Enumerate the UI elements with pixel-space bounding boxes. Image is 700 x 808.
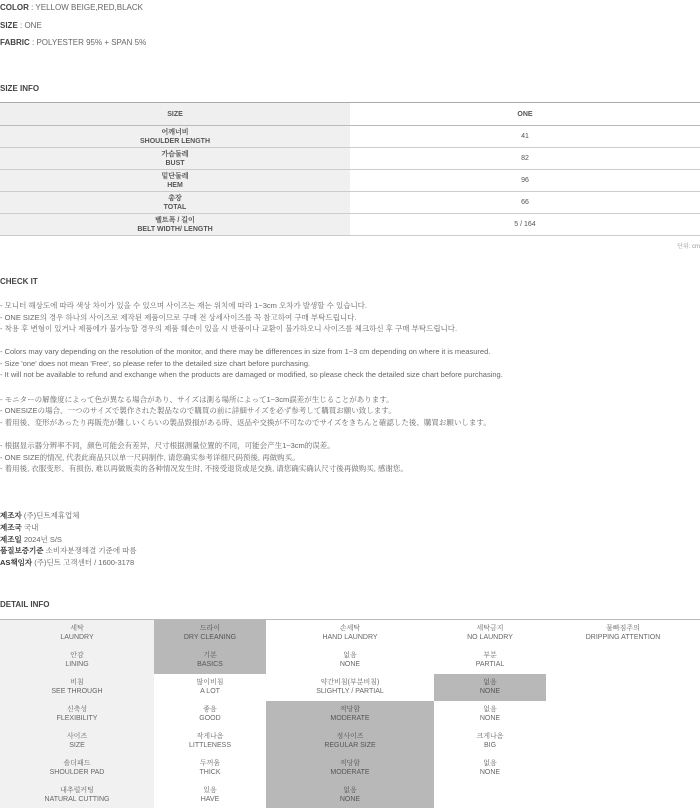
detail-option-selected [266, 755, 434, 782]
detail-cell-kr: 작게나옴 [196, 733, 224, 740]
detail-option [154, 755, 266, 782]
detail-option [266, 647, 434, 674]
fabric-spec [0, 38, 146, 47]
detail-cell-kr: 기본 [203, 652, 217, 659]
size-row-kr: 벨트폭 / 길이 [155, 216, 195, 224]
maker-value: 2024년 S/S [21, 535, 62, 544]
detail-row [0, 674, 700, 701]
detail-option-selected [266, 701, 434, 728]
size-row-label [0, 170, 350, 192]
maker-value: 국내 [21, 523, 39, 532]
detail-cell-kr: 부분 [483, 652, 497, 659]
detail-option [546, 755, 700, 782]
detail-category-cell [0, 728, 154, 755]
detail-option [154, 782, 266, 808]
detail-cell-kr: 좋음 [203, 706, 217, 713]
detail-cell-en: HAVE [200, 796, 220, 803]
check-line-en: - It will not be available to refund and exchange when the products are damaged or modified, so please check the detailed size chart before purchasing. [0, 370, 503, 379]
size-row-label [0, 126, 350, 148]
detail-row [0, 620, 700, 647]
detail-category-cell [0, 620, 154, 647]
detail-option [266, 674, 434, 701]
maker-label: 품질보증기준 [0, 546, 44, 555]
size-row-value: 41 [350, 126, 700, 148]
detail-option-selected [154, 647, 266, 674]
maker-line [0, 522, 38, 533]
check-line-cn: - 根据显示器分辨率不同，颜色可能会有差异，尺寸根据测量位置的不同，可能会产生1~3cm的误差。 [0, 441, 335, 450]
detail-option [546, 620, 700, 647]
detail-cell-kr: 많이비침 [196, 679, 224, 686]
detail-category-cell [0, 782, 154, 808]
detail-cell-kr: 없음 [483, 679, 497, 686]
size-row-value: 96 [350, 170, 700, 192]
color-label: COLOR [0, 3, 29, 12]
size-row-value: 82 [350, 148, 700, 170]
detail-option [434, 620, 546, 647]
detail-cell-en: DRY CLEANING [183, 634, 237, 641]
detail-cell-en: SEE THROUGH [51, 688, 103, 695]
check-line-jp: - 着用後、変形があったり再販売が難しいくらいの製品毀損がある時、返品や交換が不可なのでサイズをきちんと確認した後、購買お願いします。 [0, 418, 491, 427]
check-line-kr: - 모니터 해상도에 따라 색상 차이가 있을 수 있으며 사이즈는 재는 위치에 따라 1~3cm 오차가 발생할 수 있습니다. [0, 301, 368, 310]
detail-cell-kr: 없음 [343, 787, 357, 794]
detail-cell-kr: 사이즈 [66, 733, 88, 740]
size-value: : ONE [17, 21, 42, 30]
detail-cell-en: SLIGHTLY / PARTIAL [316, 688, 384, 695]
detail-cell-kr: 비침 [70, 679, 84, 686]
detail-option [434, 782, 546, 808]
detail-cell-en: GOOD [199, 715, 221, 722]
size-row-kr: 어깨너비 [161, 128, 189, 136]
detail-row [0, 782, 700, 808]
detail-cell-en: SHOULDER PAD [49, 769, 105, 776]
detail-cell-kr: 숄더패드 [63, 760, 91, 767]
detail-cell-en: LAUNDRY [60, 634, 94, 641]
size-row-en: BELT WIDTH/ LENGTH [137, 225, 213, 233]
check-line-kr: - ONE SIZE의 경우 하나의 사이즈로 제작된 제품이므로 구매 전 상세사이즈를 꼭 참고하여 구매 부탁드립니다. [0, 313, 357, 322]
detail-cell-kr: 신축성 [66, 706, 88, 713]
size-spec [0, 21, 42, 30]
detail-info-title: DETAIL INFO [0, 600, 50, 609]
detail-cell-en: NONE [339, 796, 361, 803]
detail-cell-en: NONE [479, 769, 501, 776]
detail-option-selected [154, 620, 266, 647]
maker-label: 제조국 [0, 523, 22, 532]
maker-line [0, 545, 137, 556]
detail-category-cell [0, 647, 154, 674]
maker-value: (주)딘트 고객센터 / 1600-3178 [32, 558, 135, 567]
detail-cell-en: PARTIAL [475, 661, 505, 668]
maker-label: AS책임자 [0, 558, 33, 567]
size-info-title: SIZE INFO [0, 84, 40, 93]
detail-cell-en: SIZE [69, 742, 85, 749]
maker-value: (주)딘트제휴업체 [21, 511, 80, 520]
detail-cell-kr: 크게나옴 [476, 733, 504, 740]
detail-category-cell [0, 674, 154, 701]
detail-cell-en: NONE [479, 688, 501, 695]
size-row-label [0, 192, 350, 214]
detail-option-selected [434, 674, 546, 701]
detail-cell-kr: 적당함 [339, 706, 361, 713]
size-row-kr: 총장 [168, 194, 182, 202]
maker-line [0, 510, 80, 521]
detail-cell-en: NO LAUNDRY [467, 634, 513, 641]
detail-row [0, 647, 700, 674]
size-row-label [0, 214, 350, 236]
check-line-en: - Colors may vary depending on the resolution of the monitor, and there may be differences in size from 1~3 cm depending on where it is measured. [0, 347, 491, 356]
check-line-en: - Size 'one' does not mean 'Free', so please refer to the detailed size chart before purchasing. [0, 359, 311, 368]
table-row [0, 192, 700, 214]
color-spec [0, 3, 143, 12]
detail-cell-en: FLEXIBILITY [56, 715, 98, 722]
detail-cell-kr: 정사이즈 [336, 733, 364, 740]
maker-line [0, 534, 62, 545]
detail-cell-kr: 적당함 [339, 760, 361, 767]
detail-cell-en: NATURAL CUTTING [44, 796, 110, 803]
check-line-cn: - 着用後, 衣服变形、有损伤, 难以再做贩卖的各种情况发生时, 不接受退货或是交换, 请您确实确认尺寸後再做购买, 感谢您。 [0, 464, 408, 473]
detail-option-selected [266, 782, 434, 808]
detail-cell-kr: 물빠짐주의 [606, 625, 640, 632]
detail-category-cell [0, 755, 154, 782]
detail-option [154, 728, 266, 755]
detail-cell-en: LINING [65, 661, 89, 668]
detail-option [546, 647, 700, 674]
size-header-one: ONE [350, 103, 700, 126]
check-line-cn: - ONE SIZE的情况, 代表此商品只以单一尺码制作, 请您确实参考详细尺码预後, 再做购买。 [0, 453, 300, 462]
detail-cell-en: NONE [339, 661, 361, 668]
detail-option [434, 701, 546, 728]
detail-cell-kr: 없음 [343, 652, 357, 659]
unit-note: 단위: cm [677, 244, 700, 250]
detail-cell-kr: 안감 [70, 652, 84, 659]
detail-cell-kr: 없음 [483, 706, 497, 713]
detail-option [434, 755, 546, 782]
detail-cell-en: BIG [483, 742, 497, 749]
maker-label: 제조자 [0, 511, 22, 520]
size-label: SIZE [0, 21, 18, 30]
table-row [0, 126, 700, 148]
detail-cell-en: REGULAR SIZE [324, 742, 376, 749]
size-row-kr: 가슴둘레 [161, 150, 189, 158]
maker-line [0, 557, 134, 568]
detail-cell-kr: 세탁금지 [476, 625, 504, 632]
maker-label: 제조일 [0, 535, 22, 544]
detail-cell-en: THICK [199, 769, 221, 776]
detail-option [546, 782, 700, 808]
detail-option [154, 674, 266, 701]
detail-cell-kr: 내추럴커팅 [60, 787, 94, 794]
detail-cell-en: A LOT [200, 688, 220, 695]
detail-row [0, 755, 700, 782]
check-line-jp: - モニターの解像度によって色が異なる場合があり、サイズは測る場所によって1~3cm誤差が生じることがあります。 [0, 395, 394, 404]
size-row-value: 66 [350, 192, 700, 214]
detail-cell-en: MODERATE [330, 715, 370, 722]
detail-cell-en: BASICS [197, 661, 223, 668]
size-row-en: SHOULDER LENGTH [140, 137, 210, 145]
detail-option-selected [266, 728, 434, 755]
detail-option [434, 647, 546, 674]
size-row-en: TOTAL [163, 203, 187, 211]
detail-cell-en: HAND LAUNDRY [322, 634, 378, 641]
detail-row [0, 728, 700, 755]
size-header-label: SIZE [0, 103, 350, 126]
check-it-title: CHECK IT [0, 277, 38, 286]
detail-option [266, 620, 434, 647]
size-row-kr: 밑단둘레 [161, 172, 189, 180]
fabric-label: FABRIC [0, 38, 30, 47]
detail-cell-kr: 손세탁 [339, 625, 361, 632]
detail-grid [0, 619, 700, 808]
detail-cell-en: DRIPPING ATTENTION [585, 634, 661, 641]
table-row [0, 214, 700, 236]
detail-cell-kr: 두꺼움 [199, 760, 221, 767]
detail-option [546, 674, 700, 701]
detail-cell-en: LITTLENESS [188, 742, 231, 749]
detail-cell-kr: 약간비침(부분비침) [320, 679, 380, 686]
detail-category-cell [0, 701, 154, 728]
size-table [0, 102, 700, 236]
detail-option [434, 728, 546, 755]
detail-cell-kr: 있음 [203, 787, 217, 794]
size-row-label [0, 148, 350, 170]
detail-option [154, 701, 266, 728]
detail-cell-kr: 없음 [483, 760, 497, 767]
detail-cell-en: NONE [479, 715, 501, 722]
size-table-header [0, 103, 700, 126]
size-row-en: BUST [165, 159, 185, 167]
fabric-value: : POLYESTER 95% + SPAN 5% [29, 38, 147, 47]
color-value: : YELLOW BEIGE,RED,BLACK [28, 3, 144, 12]
detail-option [546, 701, 700, 728]
detail-cell-kr: 세탁 [70, 625, 84, 632]
check-line-kr: - 착용 후 변형이 있거나 제품에가 불가능할 경우의 제품 훼손이 있을 시 반품이나 교환이 불가하오니 사이즈를 체크하신 후 구매 부탁드립니다. [0, 324, 458, 333]
detail-cell-kr: 드라이 [199, 625, 221, 632]
detail-cell-en: MODERATE [330, 769, 370, 776]
detail-row [0, 701, 700, 728]
detail-option [546, 728, 700, 755]
maker-value: 소비자분쟁해결 기준에 따름 [43, 546, 137, 555]
table-row [0, 148, 700, 170]
size-row-en: HEM [167, 181, 183, 189]
check-line-jp: - ONESIZEの場合、一つのサイズで製作された製品なので購買の前に詳細サイズを必ず参考して購買お願い致します。 [0, 406, 396, 415]
table-row [0, 170, 700, 192]
size-row-value: 5 / 164 [350, 214, 700, 236]
